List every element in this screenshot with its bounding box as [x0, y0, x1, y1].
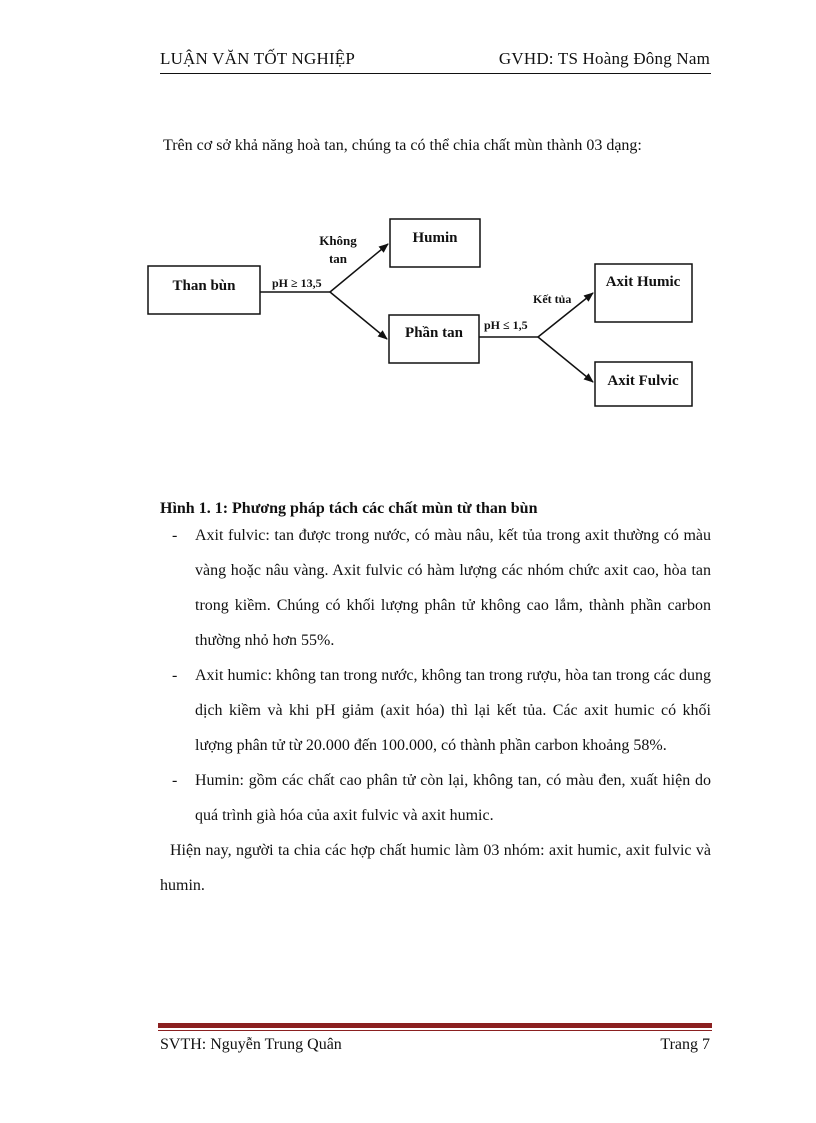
- arrow-to-axit-fulvic: [538, 337, 593, 382]
- closing-paragraph: Hiện nay, người ta chia các hợp chất humic làm 03 nhóm: axit humic, axit fulvic và humin.: [160, 842, 711, 894]
- label-phan-tan: Phần tan: [405, 325, 463, 341]
- label-humin: Humin: [412, 230, 458, 246]
- figure-caption: Hình 1. 1: Phương pháp tách các chất mùn từ than bùn: [160, 500, 538, 517]
- footer-divider: [158, 1023, 712, 1028]
- list-item-text: Humin: gồm các chất cao phân tử còn lại, không tan, có màu đen, xuất hiện do quá trình già hóa của axit fulvic và axit humic.: [195, 772, 711, 824]
- label-khong: Không: [319, 233, 357, 248]
- box-axit-humic: [595, 264, 692, 322]
- header-advisor: GVHD: TS Hoàng Đông Nam: [498, 49, 710, 68]
- list-item-text: Axit humic: không tan trong nước, không tan trong rượu, hòa tan trong các dung dịch kiềm và khi pH giảm (axit hóa) thì lại kết tủa. Các axit humic có khối lượng phân tử từ 20.000 đến 100.000, có thành phần carbon khoảng 58%.: [195, 667, 711, 754]
- bullet-dash: -: [172, 667, 178, 684]
- header-title: LUẬN VĂN TỐT NGHIỆP: [160, 49, 356, 68]
- label-ph-high: pH ≥ 13,5: [272, 276, 322, 290]
- label-tan: tan: [328, 251, 348, 266]
- bullet-dash: -: [172, 527, 178, 544]
- list-item-text: Axit fulvic: tan được trong nước, có màu nâu, kết tủa trong axit thường có màu vàng hoặc nâu vàng. Axit fulvic có hàm lượng các nhóm chức axit cao, hòa tan trong kiềm. Chúng có khối lượng phân tử không cao lắm, thành phần carbon thường nhỏ hơn 55%.: [195, 527, 711, 649]
- content-list: [160, 518, 711, 903]
- label-axit-humic: Axit Humic: [605, 274, 681, 290]
- label-ph-low: pH ≤ 1,5: [484, 318, 528, 332]
- label-than-bun: Than bùn: [172, 278, 236, 294]
- label-ket-tua: Kết tủa: [533, 292, 572, 306]
- list-item: [160, 518, 711, 658]
- list-item: [160, 658, 711, 763]
- footer-author: SVTH: Nguyễn Trung Quân: [160, 1036, 342, 1053]
- page-number: Trang 7: [660, 1036, 710, 1053]
- intro-text: Trên cơ sở khả năng hoà tan, chúng ta có thể chia chất mùn thành 03 dạng:: [163, 137, 642, 154]
- footer-divider-thin: [158, 1030, 712, 1031]
- arrow-to-phan-tan: [330, 292, 387, 339]
- label-axit-fulvic: Axit Fulvic: [607, 373, 679, 389]
- list-item: [160, 763, 711, 833]
- separation-diagram: [0, 0, 816, 460]
- bullet-dash: -: [172, 772, 178, 789]
